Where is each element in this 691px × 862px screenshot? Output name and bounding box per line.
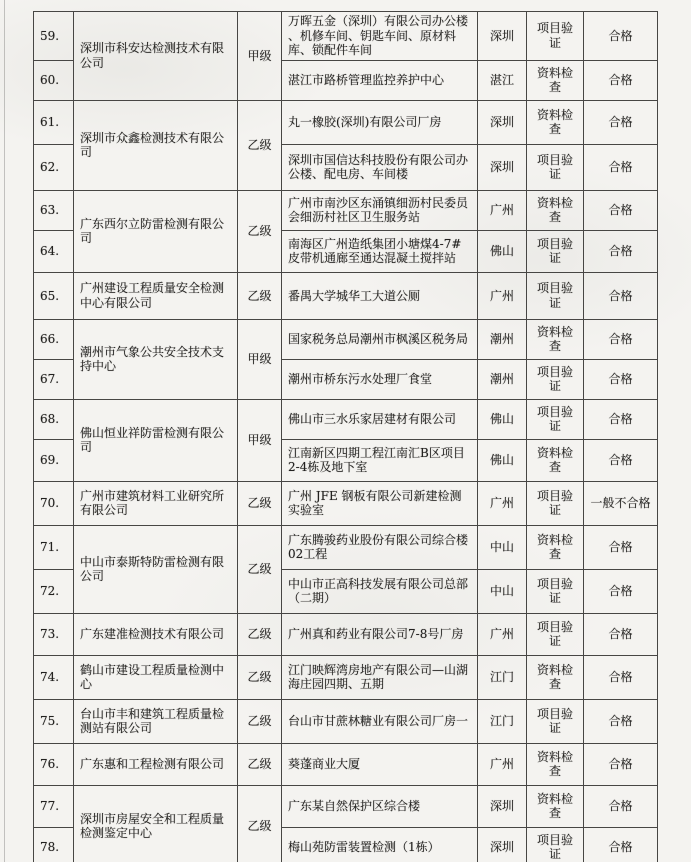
company-name-cell: 广东建准检测技术有限公司 [74,613,238,655]
result-cell: 合格 [584,60,658,100]
row-number-cell: 67. [34,359,74,399]
city-cell: 广州 [478,613,527,655]
table-row [34,399,658,439]
check-type-cell: 项目验证 [527,272,584,319]
table-row [34,12,658,61]
result-cell: 合格 [584,100,658,144]
company-name-cell: 深圳市房屋安全和工程质量检测鉴定中心 [74,785,238,862]
project-name-cell: 梅山苑防雷装置检测（1栋） [282,827,478,862]
check-type-cell: 资料检查 [527,525,584,569]
project-name-cell: 佛山市三水乐家居建材有限公司 [282,399,478,439]
project-name-cell: 广州市南沙区东涌镇细沥村民委员会细沥村社区卫生服务站 [282,190,478,230]
result-cell: 合格 [584,439,658,481]
result-cell: 合格 [584,699,658,743]
city-cell: 深圳 [478,827,527,862]
project-name-cell: 广东腾骏药业股份有限公司综合楼02工程 [282,525,478,569]
table-row [34,613,658,655]
result-cell: 合格 [584,399,658,439]
grade-cell: 乙级 [238,613,282,655]
company-name-cell: 广东西尔立防雷检测有限公司 [74,190,238,272]
company-name-cell: 深圳市众鑫检测技术有限公司 [74,100,238,190]
project-name-cell: 江南新区四期工程江南汇B区项目2-4栋及地下室 [282,439,478,481]
row-number-cell: 73. [34,613,74,655]
check-type-cell: 项目验证 [527,613,584,655]
row-number-cell: 72. [34,569,74,613]
check-type-cell: 项目验证 [527,481,584,525]
result-cell: 一般不合格 [584,481,658,525]
row-number-cell: 77. [34,785,74,827]
city-cell: 广州 [478,481,527,525]
project-name-cell: 国家税务总局潮州市枫溪区税务局 [282,319,478,359]
table-row [34,481,658,525]
result-cell: 合格 [584,525,658,569]
check-type-cell: 资料检查 [527,743,584,785]
result-cell: 合格 [584,827,658,862]
city-cell: 深圳 [478,144,527,190]
row-number-cell: 78. [34,827,74,862]
project-name-cell: 湛江市路桥管理监控养护中心 [282,60,478,100]
check-type-cell: 项目验证 [527,144,584,190]
result-cell: 合格 [584,359,658,399]
table-row [34,785,658,827]
row-number-cell: 66. [34,319,74,359]
table-row [34,655,658,699]
check-type-cell: 项目验证 [527,827,584,862]
result-cell: 合格 [584,272,658,319]
grade-cell: 甲级 [238,319,282,399]
row-number-cell: 74. [34,655,74,699]
project-name-cell: 南海区广州造纸集团小塘煤4-7#皮带机通廊至通达混凝土搅拌站 [282,230,478,272]
company-name-cell: 佛山恒业祥防雷检测有限公司 [74,399,238,481]
company-name-cell: 深圳市科安达检测技术有限公司 [74,12,238,101]
table-body [34,12,658,862]
result-cell: 合格 [584,190,658,230]
city-cell: 潮州 [478,359,527,399]
table-row [34,272,658,319]
grade-cell: 乙级 [238,743,282,785]
table-row [34,743,658,785]
result-cell: 合格 [584,569,658,613]
table-row [34,100,658,144]
row-number-cell: 64. [34,230,74,272]
row-number-cell: 70. [34,481,74,525]
city-cell: 江门 [478,699,527,743]
row-number-cell: 59. [34,12,74,61]
company-name-cell: 广州建设工程质量安全检测中心有限公司 [74,272,238,319]
company-name-cell: 中山市泰斯特防雷检测有限公司 [74,525,238,613]
grade-cell: 乙级 [238,190,282,272]
scan-edge-line [4,0,5,862]
check-type-cell: 资料检查 [527,100,584,144]
company-name-cell: 广东惠和工程检测有限公司 [74,743,238,785]
table-row [34,319,658,359]
company-name-cell: 广州市建筑材料工业研究所有限公司 [74,481,238,525]
city-cell: 深圳 [478,785,527,827]
row-number-cell: 62. [34,144,74,190]
city-cell: 深圳 [478,12,527,61]
row-number-cell: 60. [34,60,74,100]
city-cell: 广州 [478,272,527,319]
row-number-cell: 69. [34,439,74,481]
project-name-cell: 中山市正高科技发展有限公司总部（二期） [282,569,478,613]
grade-cell: 乙级 [238,100,282,190]
city-cell: 深圳 [478,100,527,144]
grade-cell: 乙级 [238,481,282,525]
result-cell: 合格 [584,613,658,655]
row-number-cell: 71. [34,525,74,569]
row-number-cell: 61. [34,100,74,144]
grade-cell: 乙级 [238,525,282,613]
check-type-cell: 项目验证 [527,699,584,743]
check-type-cell: 项目验证 [527,230,584,272]
project-name-cell: 深圳市国信达科技股份有限公司办公楼、配电房、车间楼 [282,144,478,190]
project-name-cell: 万晖五金（深圳）有限公司办公楼 、机修车间、钥匙车间、原材料库、锁配件车间 [282,12,478,61]
inspection-results-table [33,11,658,862]
result-cell: 合格 [584,655,658,699]
city-cell: 佛山 [478,439,527,481]
grade-cell: 甲级 [238,399,282,481]
row-number-cell: 63. [34,190,74,230]
project-name-cell: 丸一橡胶(深圳)有限公司厂房 [282,100,478,144]
result-cell: 合格 [584,785,658,827]
result-cell: 合格 [584,12,658,61]
city-cell: 中山 [478,525,527,569]
company-name-cell: 鹤山市建设工程质量检测中心 [74,655,238,699]
check-type-cell: 资料检查 [527,655,584,699]
check-type-cell: 资料检查 [527,785,584,827]
city-cell: 江门 [478,655,527,699]
check-type-cell: 资料检查 [527,190,584,230]
grade-cell: 甲级 [238,12,282,101]
project-name-cell: 广东某自然保护区综合楼 [282,785,478,827]
city-cell: 佛山 [478,399,527,439]
table-row [34,699,658,743]
row-number-cell: 75. [34,699,74,743]
city-cell: 佛山 [478,230,527,272]
grade-cell: 乙级 [238,655,282,699]
check-type-cell: 项目验证 [527,12,584,61]
city-cell: 广州 [478,190,527,230]
project-name-cell: 番禺大学城华工大道公厕 [282,272,478,319]
grade-cell: 乙级 [238,699,282,743]
row-number-cell: 76. [34,743,74,785]
city-cell: 中山 [478,569,527,613]
check-type-cell: 项目验证 [527,399,584,439]
company-name-cell: 台山市丰和建筑工程质量检测站有限公司 [74,699,238,743]
table-row [34,525,658,569]
check-type-cell: 资料检查 [527,60,584,100]
check-type-cell: 项目验证 [527,569,584,613]
project-name-cell: 广州 JFE 钢板有限公司新建检测实验室 [282,481,478,525]
row-number-cell: 65. [34,272,74,319]
check-type-cell: 资料检查 [527,319,584,359]
grade-cell: 乙级 [238,785,282,862]
check-type-cell: 资料检查 [527,439,584,481]
project-name-cell: 潮州市桥东污水处理厂食堂 [282,359,478,399]
project-name-cell: 台山市甘蔗林糖业有限公司厂房一 [282,699,478,743]
result-cell: 合格 [584,743,658,785]
result-cell: 合格 [584,319,658,359]
city-cell: 湛江 [478,60,527,100]
result-cell: 合格 [584,144,658,190]
company-name-cell: 潮州市气象公共安全技术支持中心 [74,319,238,399]
check-type-cell: 项目验证 [527,359,584,399]
result-cell: 合格 [584,230,658,272]
city-cell: 潮州 [478,319,527,359]
project-name-cell: 葵蓬商业大厦 [282,743,478,785]
city-cell: 广州 [478,743,527,785]
row-number-cell: 68. [34,399,74,439]
project-name-cell: 广州真和药业有限公司7-8号厂房 [282,613,478,655]
table-row [34,190,658,230]
grade-cell: 乙级 [238,272,282,319]
project-name-cell: 江门映辉湾房地产有限公司—山湖海庄园四期、五期 [282,655,478,699]
